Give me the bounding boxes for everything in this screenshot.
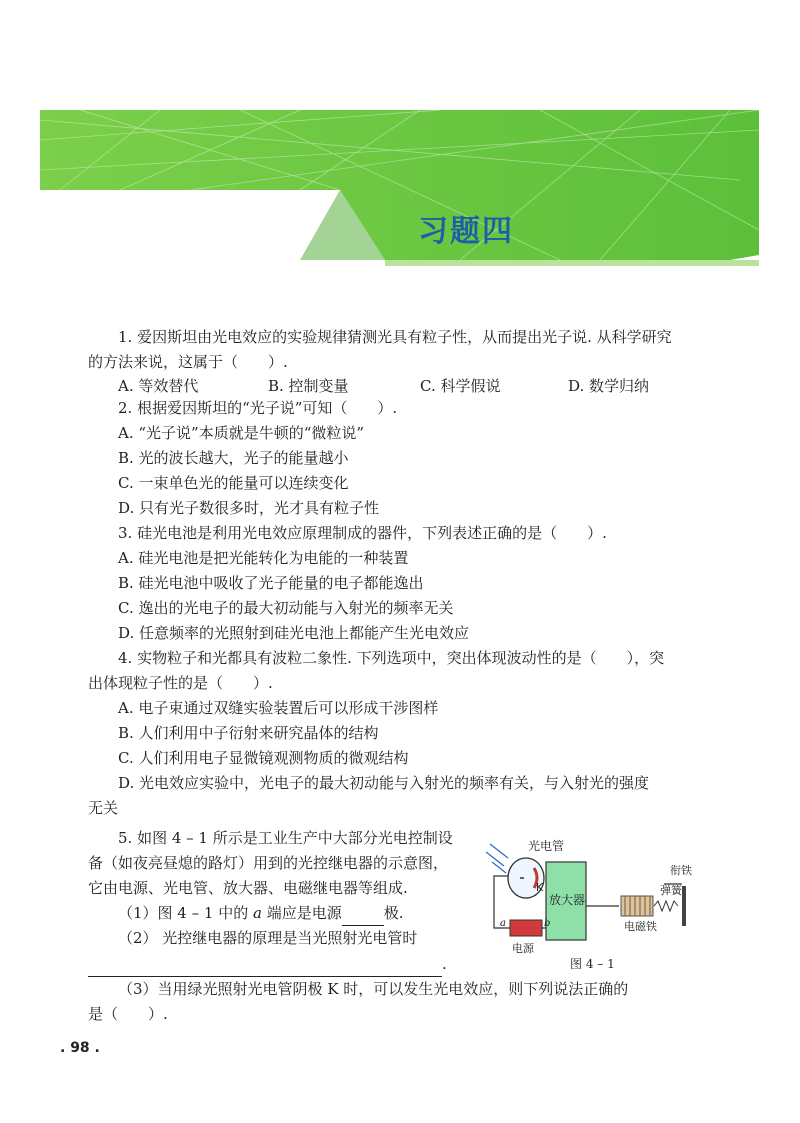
chapter-banner	[40, 110, 759, 270]
q1-option-b: B. 控制变量	[268, 377, 349, 395]
source-label: 电源	[512, 942, 534, 955]
q3-option-a: A. 硅光电池是把光能转化为电能的一种装置	[118, 549, 409, 567]
page-title: 习题四	[418, 214, 514, 249]
q5-sub1	[88, 901, 468, 926]
q5-block	[88, 826, 468, 951]
q3-text: 3. 硅光电池是利用光电效应原理制成的器件，下列表述正确的是（ ）.	[118, 524, 607, 542]
exercise-content	[88, 325, 700, 821]
answer-blank	[88, 962, 442, 977]
amp-label: 放大器	[549, 893, 586, 907]
q5-text-cont: 备（如夜亮昼熄的路灯）用到的光控继电器的示意图，	[88, 854, 449, 872]
q5-sub3: （3）当用绿光照射光电管阴极 K 时，可以发生光电效应，则下列说法正确的	[118, 980, 629, 998]
q5-sub1-text-c: 极.	[383, 904, 404, 922]
power-source	[510, 920, 542, 936]
q5-text-cont2: 它由电源、光电管、放大器、电磁继电器等组成.	[88, 879, 408, 897]
q3-option-d: D. 任意频率的光照射到硅光电池上都能产生光电效应	[118, 624, 470, 642]
q1-text-cont: 的方法来说，这属于（ ）.	[88, 353, 288, 371]
q3-option-c: C. 逸出的光电子的最大初动能与入射光的频率无关	[118, 599, 454, 617]
q5-sub2-end: .	[442, 955, 447, 973]
q4-option-d: D. 光电效应实验中，光电子的最大初动能与入射光的频率有关，与入射光的强度	[118, 774, 650, 792]
q4-option-a: A. 电子束通过双缝实验装置后可以形成干涉图样	[118, 699, 439, 717]
q5-text: 5. 如图 4 – 1 所示是工业生产中大部分光电控制设	[118, 829, 453, 847]
q2-text: 2. 根据爱因斯坦的“光子说”可知（ ）.	[118, 399, 398, 417]
armature-label: 衔铁	[670, 864, 692, 877]
q4-option-d-cont: 无关	[88, 799, 119, 817]
q4-text: 4. 实物粒子和光都具有波粒二象性. 下列选项中，突出体现波动性的是（ ），突	[118, 649, 665, 667]
k-label: K	[536, 881, 544, 894]
q5-sub1-var: a	[253, 904, 262, 922]
q1-option-a: A. 等效替代	[118, 377, 199, 395]
q1-options	[88, 375, 700, 396]
a-label: a	[500, 918, 506, 929]
q2-option-c: C. 一束单色光的能量可以连续变化	[118, 474, 349, 492]
tube-label: 光电管	[528, 839, 565, 853]
q2-option-d: D. 只有光子数很多时，光才具有粒子性	[118, 499, 380, 517]
q5-sub1-text-b: 端应是电源	[266, 904, 342, 922]
q1-text: 1. 爱因斯坦由光电效应的实验规律猜测光具有粒子性，从而提出光子说. 从科学研究	[118, 328, 672, 346]
q4-option-c: C. 人们利用电子显微镜观测物质的微观结构	[118, 749, 409, 767]
page-number: . 98 .	[60, 1040, 100, 1056]
magnet-label: 电磁铁	[624, 920, 657, 933]
q4-text-cont: 出体现粒子性的是（ ）.	[88, 674, 273, 692]
q5-sub3-cont: 是（ ）.	[88, 1005, 168, 1023]
q4-option-b: B. 人们利用中子衍射来研究晶体的结构	[118, 724, 379, 742]
circuit-diagram	[484, 836, 704, 961]
answer-blank	[342, 909, 384, 926]
banner-graphic	[40, 110, 759, 270]
b-label: b	[544, 918, 551, 929]
q2-option-b: B. 光的波长越大，光子的能量越小	[118, 449, 349, 467]
q1-option-d: D. 数学归纳	[568, 377, 650, 395]
spring-label: 弹簧	[660, 884, 682, 897]
q3-option-b: B. 硅光电池中吸收了光子能量的电子都能逸出	[118, 574, 424, 592]
q1-option-c: C. 科学假说	[420, 377, 501, 395]
q5-sub1-text: （1）图 4 – 1 中的	[118, 904, 249, 922]
figure-caption: 图 4 – 1	[570, 957, 615, 971]
q2-option-a: A. “光子说”本质就是牛顿的“微粒说”	[118, 424, 365, 442]
q5-sub2: （2） 光控继电器的原理是当光照射光电管时	[118, 929, 418, 947]
